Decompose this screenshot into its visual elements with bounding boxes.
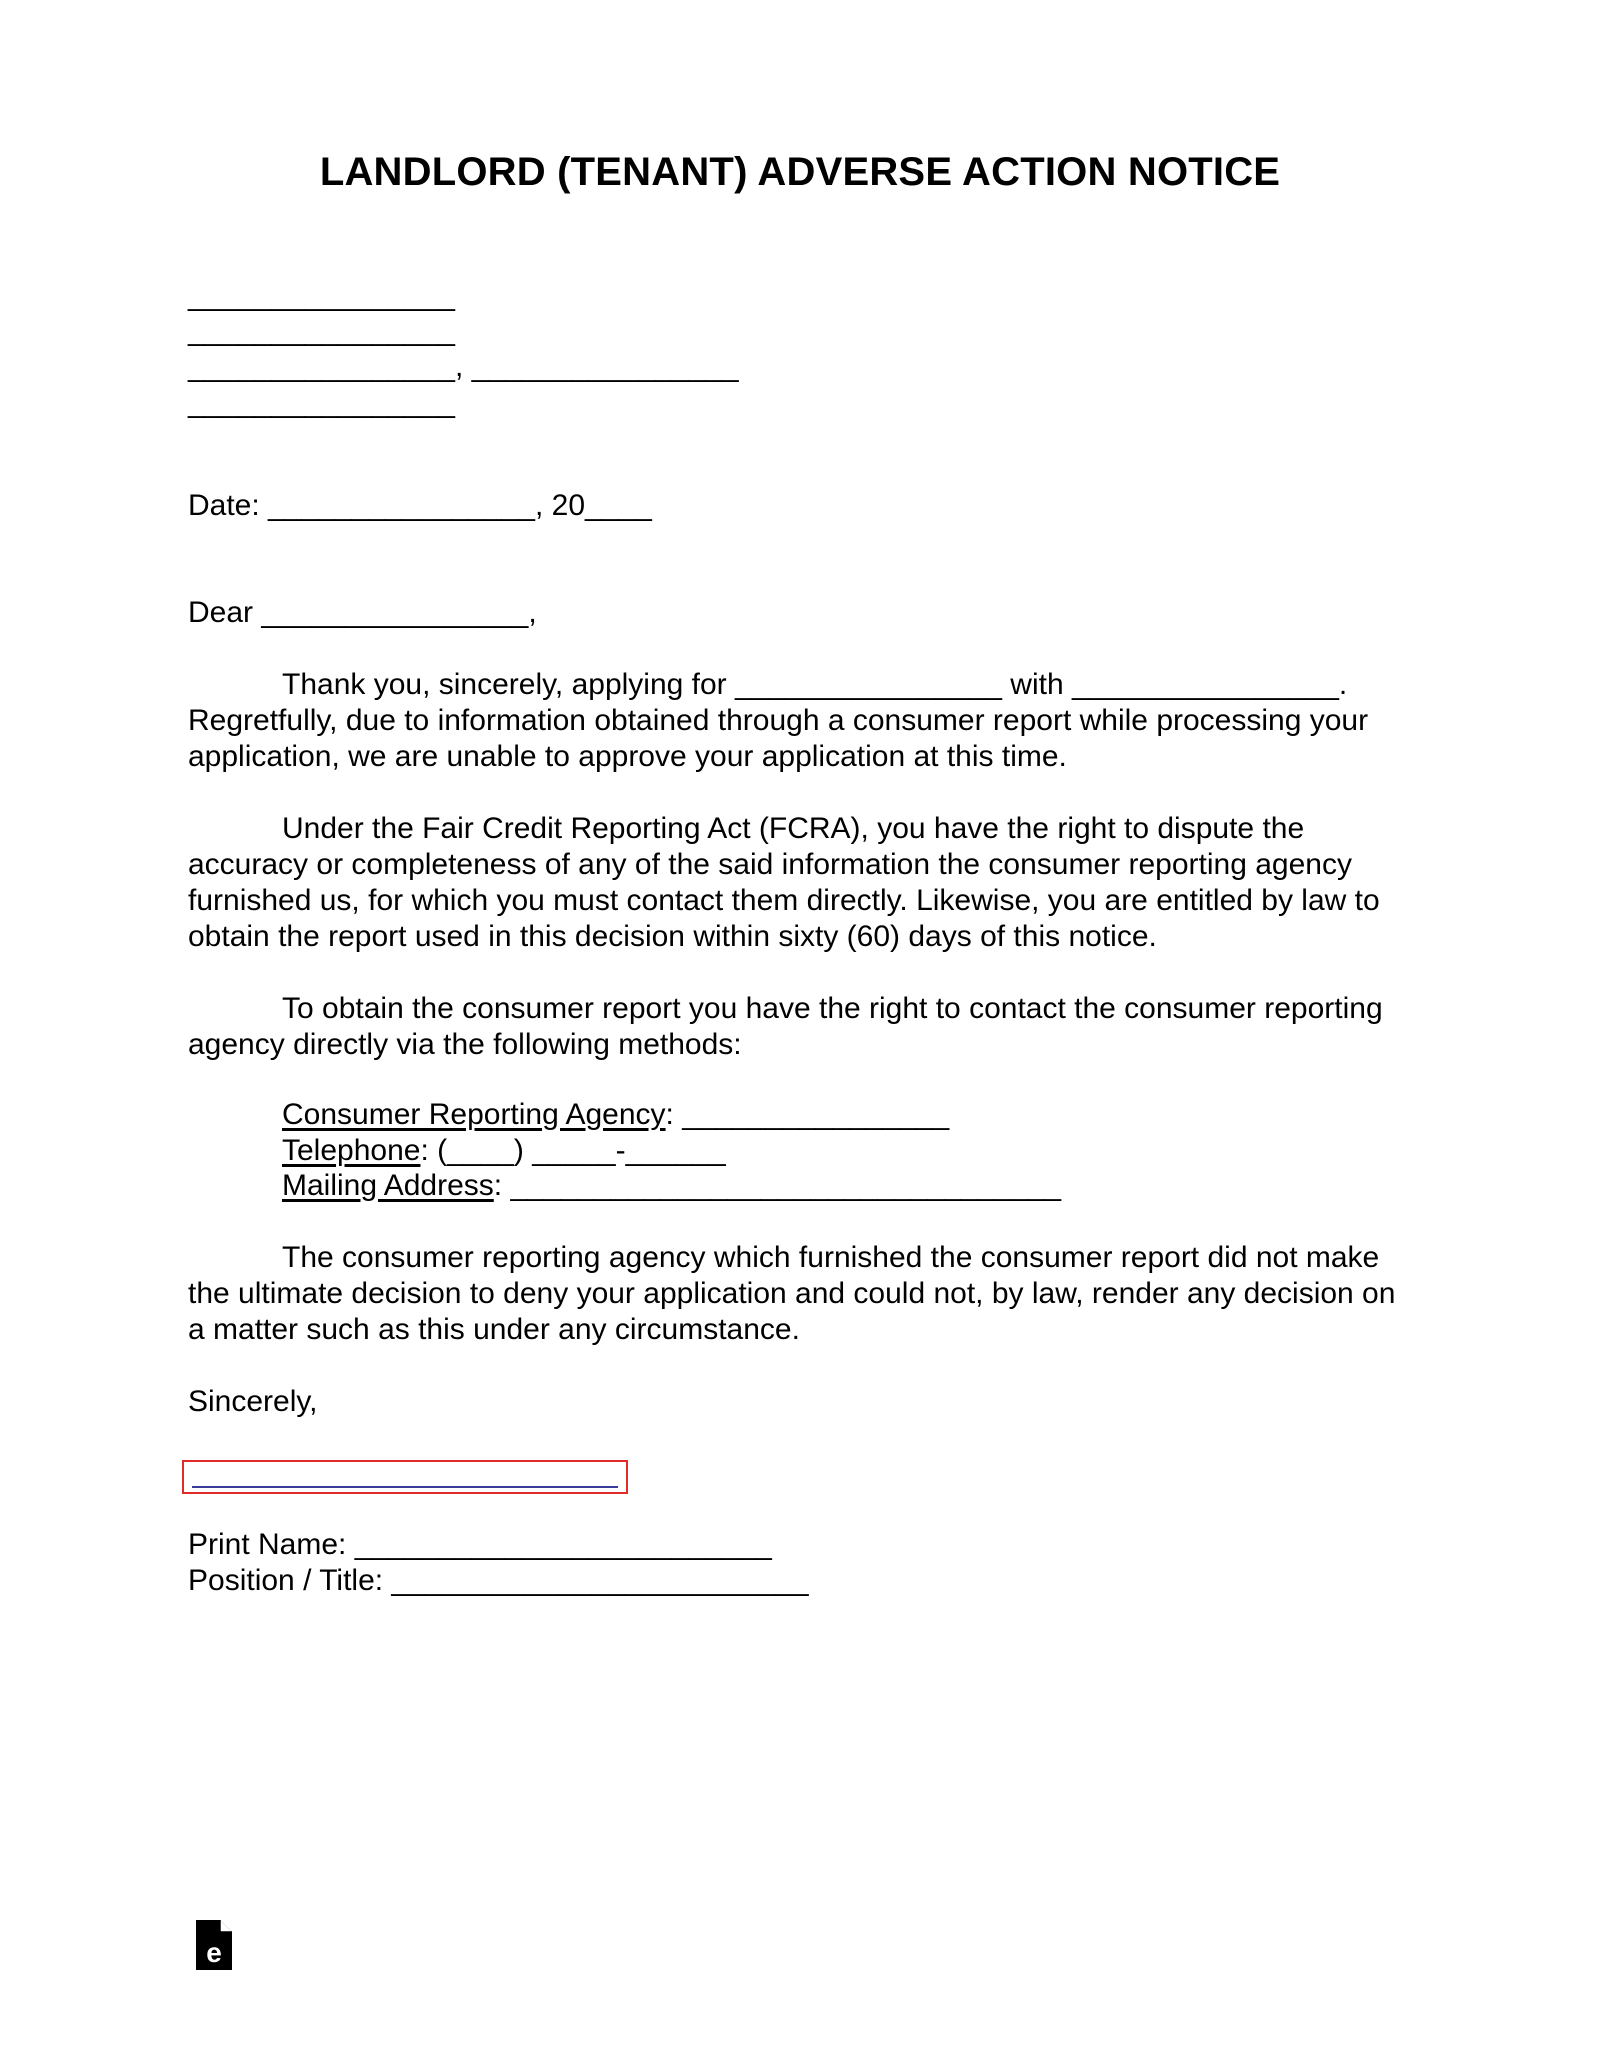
telephone-field-label: Telephone bbox=[282, 1134, 421, 1167]
salutation: Dear ________________, bbox=[188, 596, 537, 629]
closing: Sincerely, bbox=[188, 1385, 318, 1418]
address-line-3: ________________, ________________ bbox=[188, 350, 739, 383]
telephone-field-value: : (____) _____-______ bbox=[420, 1134, 726, 1167]
mailing-address-field-label: Mailing Address bbox=[282, 1169, 494, 1202]
agency-field-label: Consumer Reporting Agency bbox=[282, 1098, 666, 1131]
svg-text:e: e bbox=[206, 1937, 222, 1968]
paragraph-2-text: Under the Fair Credit Reporting Act (FCRA), you have the right to dispute the accuracy or completeness of any of the said information the consumer reporting agency furnished us, for which you must contact them directly. Likewise, you are entitled by law to obtain the report used in this decision within sixty (60) days of this notice. bbox=[188, 812, 1380, 953]
eforms-logo-icon bbox=[196, 1920, 232, 1970]
paragraph-3-text: To obtain the consumer report you have the right to contact the consumer reporting agency directly via the following methods: bbox=[188, 992, 1383, 1061]
paragraph-3 bbox=[188, 991, 1418, 1063]
paragraph-1 bbox=[188, 667, 1418, 775]
paragraph-4-text: The consumer reporting agency which furnished the consumer report did not make the ultimate decision to deny your application and could not, by law, render any decision on a matter such as this under any circumstance. bbox=[188, 1241, 1396, 1346]
mailing-address-field-value: : _________________________________ bbox=[493, 1169, 1062, 1202]
address-line-1: ________________ bbox=[188, 279, 455, 312]
date-line: Date: ________________, 20____ bbox=[188, 489, 652, 522]
paragraph-1-text: Thank you, sincerely, applying for ________________ with ________________. Regretfully, due to information obtained through a consumer report while processing your application, we are unable to approve your application at this time. bbox=[188, 668, 1369, 773]
position-title-line: Position / Title: _________________________ bbox=[188, 1564, 809, 1597]
paragraph-4 bbox=[188, 1240, 1418, 1348]
signature-line bbox=[192, 1486, 618, 1488]
signature-field[interactable] bbox=[182, 1460, 628, 1494]
paragraph-2 bbox=[188, 811, 1418, 955]
telephone-field-row bbox=[188, 1133, 726, 1169]
mailing-address-field-row bbox=[188, 1168, 1061, 1204]
agency-field-value: : ________________ bbox=[665, 1098, 950, 1131]
agency-field-row bbox=[188, 1097, 949, 1133]
address-line-2: ________________ bbox=[188, 314, 455, 347]
document-title: LANDLORD (TENANT) ADVERSE ACTION NOTICE bbox=[319, 150, 1281, 194]
address-line-4: ________________ bbox=[188, 386, 455, 419]
print-name-line: Print Name: _________________________ bbox=[188, 1528, 772, 1561]
